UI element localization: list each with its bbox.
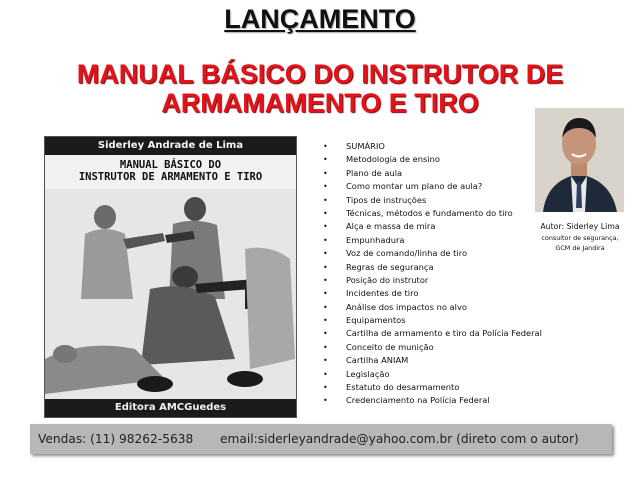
summary-item-label: Equipamentos bbox=[346, 315, 406, 326]
summary-item-label: Posição do instrutor bbox=[346, 274, 429, 285]
author-role-line-1: consultor de segurança, bbox=[541, 234, 619, 242]
summary-item-label: Regras de segurança bbox=[346, 261, 434, 272]
summary-item-label: SUMÁRIO bbox=[346, 141, 385, 151]
summary-item-label: Análise dos impactos no alvo bbox=[346, 301, 467, 312]
bullet-icon: • bbox=[323, 275, 328, 285]
summary-item bbox=[322, 234, 542, 247]
bullet-icon: • bbox=[323, 262, 328, 272]
bullet-icon: • bbox=[323, 369, 328, 379]
summary-item-label: Estatuto do desarmamento bbox=[346, 382, 460, 393]
cover-publisher: Editora AMCGuedes bbox=[45, 399, 296, 417]
summary-item-label: Como montar um plano de aula? bbox=[346, 181, 483, 192]
summary-list bbox=[322, 140, 542, 408]
title-line-1: MANUAL BÁSICO DO INSTRUTOR DE bbox=[76, 59, 564, 89]
summary-item bbox=[322, 287, 542, 300]
cover-author: Siderley Andrade de Lima bbox=[45, 137, 296, 155]
summary-item bbox=[322, 167, 542, 180]
sales-phone: Vendas: (11) 98262-5638 bbox=[38, 432, 194, 446]
summary-item-label: Credenciamento na Polícia Federal bbox=[346, 395, 490, 406]
summary-item bbox=[322, 314, 542, 327]
bullet-icon: • bbox=[323, 222, 328, 232]
bullet-icon: • bbox=[323, 155, 328, 165]
summary-item-label: Empunhadura bbox=[346, 234, 405, 245]
summary-item bbox=[322, 327, 542, 340]
title-line-2: ARMAMAMENTO E TIRO bbox=[161, 88, 479, 118]
author-role-line-2: GCM de Jandira bbox=[555, 243, 605, 252]
summary-item bbox=[322, 247, 542, 260]
summary-item-label: Alça e massa de mira bbox=[346, 221, 436, 232]
bullet-icon: • bbox=[323, 142, 328, 151]
summary-item bbox=[322, 207, 542, 220]
bullet-icon: • bbox=[323, 302, 328, 312]
bullet-icon: • bbox=[323, 396, 328, 406]
cover-title bbox=[45, 159, 296, 183]
summary-item bbox=[322, 341, 542, 354]
author-name: Autor: Siderley Lima bbox=[540, 222, 620, 231]
summary-item bbox=[322, 194, 542, 207]
summary-item bbox=[322, 354, 542, 367]
summary-item-label: Voz de comando/linha de tiro bbox=[346, 248, 468, 259]
author-role bbox=[530, 234, 630, 253]
cover-title-line-2: INSTRUTOR DE ARMAMENTO E TIRO bbox=[78, 171, 263, 183]
summary-item bbox=[322, 180, 542, 193]
summary-item bbox=[322, 274, 542, 287]
summary-item bbox=[322, 368, 542, 381]
book-cover bbox=[44, 136, 297, 418]
contact-email[interactable]: email:siderleyandrade@yahoo.com.br (direto com o autor) bbox=[220, 432, 579, 446]
summary-item bbox=[322, 153, 542, 166]
summary-item bbox=[322, 140, 542, 153]
contact-bar bbox=[30, 424, 612, 454]
bullet-icon: • bbox=[323, 316, 328, 326]
summary-item-label: Incidentes de tiro bbox=[346, 288, 419, 299]
bullet-icon: • bbox=[323, 249, 328, 259]
bullet-icon: • bbox=[323, 329, 328, 339]
summary-item-label: Legislação bbox=[346, 368, 390, 379]
bullet-icon: • bbox=[323, 289, 328, 299]
bullet-icon: • bbox=[323, 195, 328, 205]
cover-title-line-1: MANUAL BÁSICO DO bbox=[119, 159, 222, 171]
summary-item-label: Tipos de instruções bbox=[346, 194, 427, 205]
summary-item-label: Cartilha de armamento e tiro da Polícia Federal bbox=[346, 328, 542, 339]
summary-item bbox=[322, 301, 542, 314]
summary-item-label: Plano de aula bbox=[346, 167, 403, 178]
bullet-icon: • bbox=[323, 383, 328, 393]
summary-item-label: Metodologia de ensino bbox=[346, 154, 440, 165]
summary-item bbox=[322, 381, 542, 394]
launch-heading: LANÇAMENTO bbox=[224, 4, 416, 34]
summary-item-label: Cartilha ANIAM bbox=[346, 355, 409, 366]
author-photo bbox=[535, 108, 624, 212]
summary-item bbox=[322, 220, 542, 233]
summary-item-label: Técnicas, métodos e fundamento do tiro bbox=[346, 207, 513, 218]
bullet-icon: • bbox=[323, 356, 328, 366]
bullet-icon: • bbox=[323, 168, 328, 178]
summary-item-label: Conceito de munição bbox=[346, 341, 434, 352]
summary-item bbox=[322, 394, 542, 407]
cover-photo-shooters bbox=[45, 189, 296, 399]
bullet-icon: • bbox=[323, 182, 328, 192]
bullet-icon: • bbox=[323, 208, 328, 218]
summary-item bbox=[322, 261, 542, 274]
bullet-icon: • bbox=[323, 342, 328, 352]
bullet-icon: • bbox=[323, 235, 328, 245]
